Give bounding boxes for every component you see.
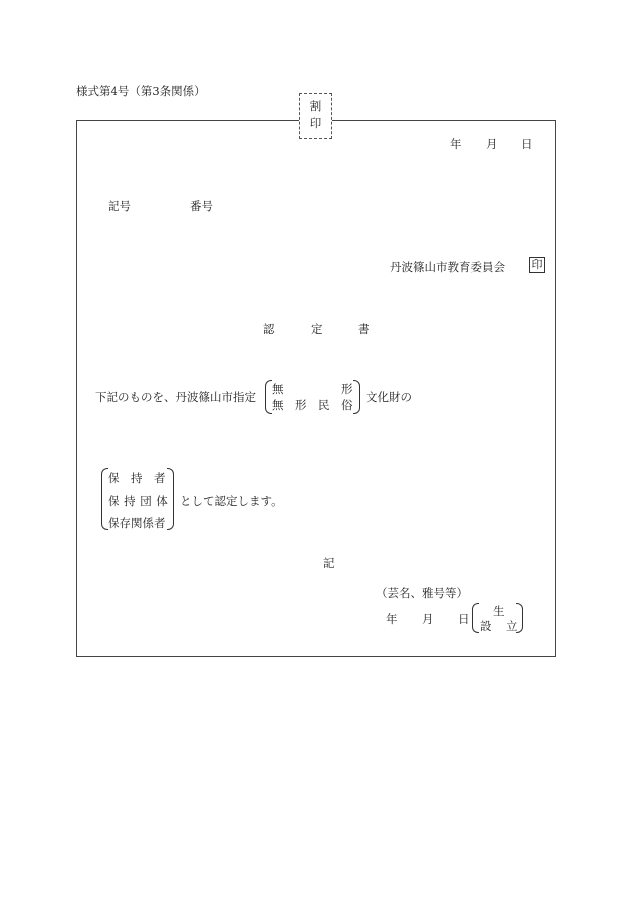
birth-day: 日 bbox=[458, 612, 470, 626]
category-opt2-d: 俗 bbox=[341, 398, 353, 412]
date-year: 年 bbox=[450, 137, 462, 151]
category-opt1-b: 形 bbox=[341, 382, 353, 396]
tally-seal-char-2: 印 bbox=[309, 116, 322, 130]
ki-heading: 記 bbox=[323, 556, 335, 570]
category-opt1-a: 無 bbox=[272, 382, 284, 396]
form-label: 様式第4号（第3条関係） bbox=[76, 84, 206, 98]
category-opt2-a: 無 bbox=[272, 398, 284, 412]
birth-month: 月 bbox=[422, 612, 434, 626]
birth-bracket-left bbox=[472, 603, 479, 633]
issuer-seal-box: 印 bbox=[529, 257, 545, 273]
holder-bracket-left bbox=[101, 468, 108, 530]
title-char-2: 定 bbox=[311, 322, 323, 336]
category-bracket-right bbox=[353, 380, 360, 414]
birth-sei: 生 bbox=[493, 604, 505, 618]
tally-seal-box bbox=[299, 93, 332, 139]
category-opt2-b: 形 bbox=[295, 398, 307, 412]
birth-year: 年 bbox=[386, 612, 398, 626]
tally-seal-char-1: 割 bbox=[309, 99, 322, 113]
category-opt2-c: 民 bbox=[318, 398, 330, 412]
holder-bracket-right bbox=[167, 468, 174, 530]
birth-setsu: 設 bbox=[480, 619, 492, 633]
body-tail: 文化財の bbox=[366, 390, 412, 404]
birth-ritsu: 立 bbox=[506, 619, 518, 633]
birth-bracket-right bbox=[516, 603, 523, 633]
body-lead: 下記のものを、丹波篠山市指定 bbox=[95, 390, 256, 404]
issuer-name: 丹波篠山市教育委員会 bbox=[390, 260, 505, 274]
title-char-1: 認 bbox=[263, 322, 275, 336]
bango-label: 番号 bbox=[190, 199, 213, 213]
kigo-label: 記号 bbox=[108, 199, 131, 213]
title-char-3: 書 bbox=[358, 322, 370, 336]
date-month: 月 bbox=[486, 137, 498, 151]
holder-type-3: 保存関係者 bbox=[108, 516, 166, 530]
geimei-label: （芸名、雅号等） bbox=[376, 586, 468, 600]
date-day: 日 bbox=[521, 137, 533, 151]
category-bracket-left bbox=[265, 380, 272, 414]
holder-type-2: 保持団体 bbox=[108, 494, 173, 508]
holder-type-1: 保 持 者 bbox=[108, 471, 166, 485]
holder-tail: として認定します。 bbox=[180, 494, 283, 508]
